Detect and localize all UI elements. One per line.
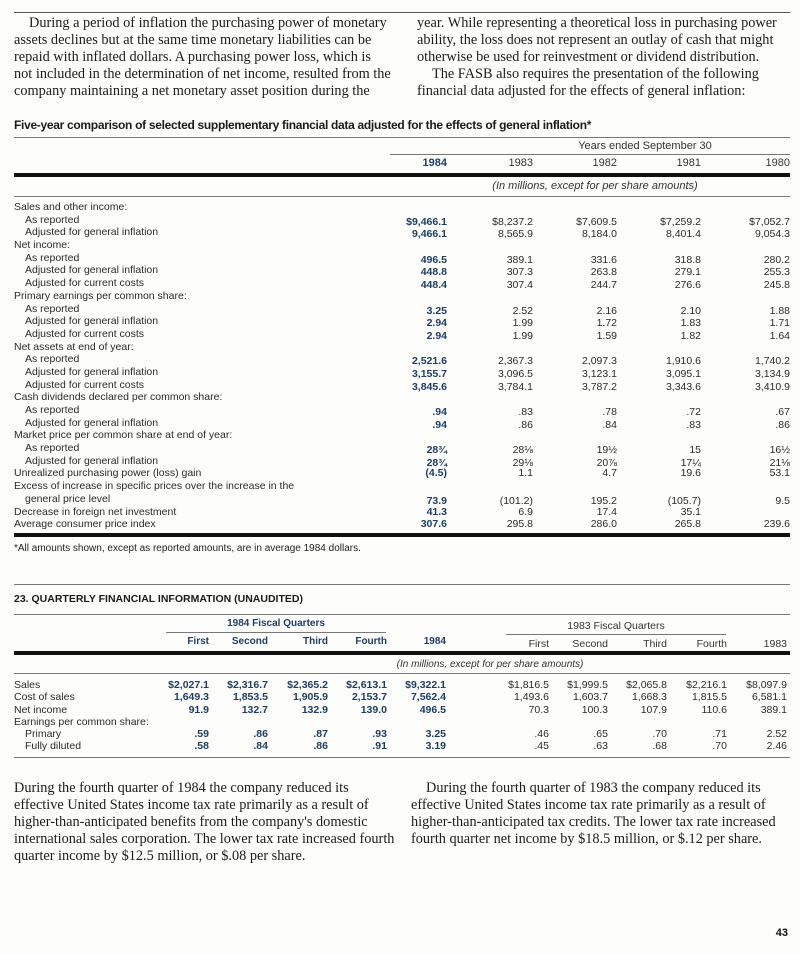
cell-1984: 3,155.7 [411, 367, 447, 380]
cell-1984: 2.94 [426, 329, 447, 342]
cell-1984-third: $2,365.2 [287, 679, 328, 691]
row-label: general price level [25, 492, 111, 505]
row-label: Adjusted for current costs [25, 277, 145, 290]
cell-1983-second: .63 [593, 740, 608, 753]
cell-1984-first: .58 [194, 740, 209, 753]
row-label: Adjusted for general inflation [25, 416, 159, 429]
cell-1980: 245.8 [763, 279, 790, 292]
cell-1981: 17¼ [680, 456, 701, 469]
divider [166, 632, 386, 633]
outro-paragraph-right: During the fourth quarter of 1983 the company reduced its effective United States income tax rate primarily as a result of higher-than-anticipated tax credits. The lower tax rate increased fourth quarter net income by $18.5 million, or $.12 per share. [411, 780, 776, 847]
table-row [14, 226, 790, 239]
cell-1982: .84 [602, 418, 617, 431]
divider [14, 614, 790, 615]
cell-1980: 239.6 [763, 518, 790, 531]
table-row [14, 467, 790, 480]
cell-1981: (105.7) [667, 494, 701, 507]
cell-1980: 9.5 [775, 494, 790, 507]
cell-1984: 307.6 [420, 518, 447, 531]
cell-1984: 9,466.1 [411, 228, 447, 241]
cell-1983-first: .45 [534, 740, 549, 753]
outro-left-column [14, 780, 397, 865]
cell-1983-fourth: 110.6 [701, 703, 727, 716]
cell-1981: 3,343.6 [665, 380, 701, 393]
cell-1980: 9,054.3 [754, 228, 790, 241]
table-row [14, 379, 790, 392]
row-label: Primary earnings per common share: [14, 289, 187, 302]
outro-paragraph-left: During the fourth quarter of 1984 the company reduced its effective United States income tax rate primarily as a result of higher-than-anticipated benefits from the company's domestic international sales corporation. The lower tax rate increased fourth quarter income by $12.5 million, or $.08 per share. [14, 780, 395, 864]
cell-1983: 28⅛ [512, 444, 533, 457]
row-label: Net income: [14, 239, 71, 252]
row-label: Decrease in foreign net investment [14, 505, 177, 518]
cell-1982: 2,097.3 [581, 355, 617, 368]
table-row [14, 691, 790, 703]
section-header-row [14, 391, 790, 404]
cell-1983-first: 1,493.6 [513, 691, 549, 704]
quarterly-table-title: 23. QUARTERLY FINANCIAL INFORMATION (UNAUDITED) [14, 593, 303, 605]
cell-1984: (4.5) [425, 467, 447, 480]
cell-1981: 35.1 [680, 505, 701, 518]
top-rule [14, 12, 790, 13]
table-row [14, 277, 790, 290]
cell-1984-first: .59 [194, 728, 209, 741]
row-label: As reported [25, 251, 80, 264]
cell-1984-third: 132.9 [301, 703, 328, 716]
cell-1980: 255.3 [763, 266, 790, 279]
cell-1983-fourth: 1,815.5 [691, 691, 727, 704]
cell-1983: 307.3 [506, 266, 533, 279]
table-row [14, 506, 790, 519]
cell-1984-second: 1,853.5 [232, 691, 268, 704]
cell-1983: .86 [518, 418, 533, 431]
cell-1983-second: .65 [593, 728, 608, 741]
table-row [14, 315, 790, 328]
cell-1983-1983: 6,581.1 [751, 691, 787, 704]
cell-1981: 15 [689, 444, 701, 457]
table-row [14, 740, 790, 752]
intro-paragraph-left: During a period of inflation the purchasing power of monetary assets declines but at the same time monetary liabilities can be repaid with inflated dollars. A purchasing power loss, which is not included in the determination of net income, resulted from the company maintaining a net monetary asset position during the [14, 15, 391, 99]
table-row [14, 264, 790, 277]
column-header-1983: 1983 [508, 157, 533, 169]
cell-1981: 318.8 [674, 253, 701, 266]
cell-1981: 279.1 [674, 266, 701, 279]
cell-1980: $7,052.7 [749, 215, 790, 228]
q83-col-second: Second [572, 638, 608, 650]
row-label: Earnings per common share: [14, 715, 149, 728]
column-header-1984: 1984 [422, 157, 447, 169]
cell-1981: .83 [686, 418, 701, 431]
row-label: Adjusted for current costs [25, 378, 145, 391]
cell-1983-third: .68 [652, 740, 667, 753]
cell-1983: 6.9 [518, 505, 533, 518]
cell-1984: .94 [432, 418, 447, 431]
row-label: As reported [25, 404, 80, 416]
cell-1980: 3,134.9 [754, 367, 790, 380]
row-label: Adjusted for general inflation [25, 264, 159, 277]
row-label: Adjusted for general inflation [25, 315, 159, 328]
unit-note: (In millions, except for per share amounts) [396, 659, 584, 670]
cell-1984-first: 1,649.3 [173, 691, 209, 704]
divider [14, 137, 790, 138]
cell-1984-fourth: 2,153.7 [351, 691, 387, 704]
cell-1983: (101.2) [499, 494, 533, 507]
cell-1981: 1,910.6 [665, 355, 701, 368]
section-header-row [14, 716, 790, 728]
cell-1984-1984: 3.25 [425, 728, 446, 741]
row-label: Unrealized purchasing power (loss) gain [14, 467, 202, 480]
row-label: As reported [25, 353, 80, 366]
cell-1982: 20⅞ [596, 456, 617, 469]
divider [14, 673, 790, 674]
q84-col-fourth: Fourth [355, 636, 387, 647]
thick-rule [14, 651, 790, 655]
cell-1984: .94 [432, 406, 447, 418]
cell-1981: 1.83 [680, 317, 701, 330]
row-label: Cash dividends declared per common share: [14, 391, 223, 404]
row-label: Fully diluted [25, 740, 82, 753]
cell-1983: 1.99 [512, 329, 533, 342]
cell-1981: 3,095.1 [665, 367, 701, 380]
q83-col-third: Third [643, 638, 667, 650]
q84-col-third: Third [303, 636, 328, 647]
cell-1982: 1.59 [596, 329, 617, 342]
cell-1982: 8,184.0 [581, 228, 617, 241]
cell-1983: 389.1 [506, 253, 533, 266]
cell-1981: 2.10 [680, 304, 701, 317]
table-row [14, 704, 790, 716]
q84-col-total: 1984 [423, 636, 446, 647]
cell-1983: $8,237.2 [492, 215, 533, 228]
cell-1984: 73.9 [426, 494, 447, 507]
cell-1982: 195.2 [590, 494, 617, 507]
cell-1983-1983: $8,097.9 [746, 679, 787, 691]
q83-col-total: 1983 [763, 638, 787, 650]
thick-rule [14, 173, 790, 177]
section-header-row [14, 201, 790, 214]
cell-1981: $7,259.2 [660, 215, 701, 228]
cell-1983-third: 1,668.3 [631, 691, 667, 704]
cell-1984-1984: 7,562.4 [410, 691, 446, 704]
row-label: Market price per common share at end of year: [14, 429, 233, 442]
intro-left-column [14, 15, 391, 100]
cell-1982: 2.16 [596, 304, 617, 317]
fiscal-1983-quarters-header: 1983 Fiscal Quarters [567, 620, 665, 632]
quarterly-table-body [14, 679, 790, 753]
q84-col-first: First [187, 636, 209, 647]
cell-1981: 19.6 [680, 467, 701, 480]
unit-note: (In millions, except for per share amounts) [492, 180, 698, 192]
divider [14, 196, 790, 197]
cell-1983-third: $2,065.8 [626, 679, 667, 691]
cell-1983: 29⅛ [512, 456, 533, 469]
five-year-table-title: Five-year comparison of selected supplementary financial data adjusted for the effects of general inflation* [14, 118, 592, 132]
cell-1980: 1.71 [769, 317, 790, 330]
cell-1981: 1.82 [680, 329, 701, 342]
cell-1983: 8,565.9 [497, 228, 533, 241]
cell-1980: 21⅛ [769, 456, 790, 469]
cell-1981: 8,401.4 [665, 228, 701, 241]
cell-1983-first: $1,816.5 [508, 679, 549, 691]
intro-text [14, 15, 794, 100]
row-label: Net income [14, 703, 68, 716]
divider [14, 584, 790, 585]
table-row [14, 252, 790, 265]
outro-right-column [411, 780, 794, 865]
cell-1983: 1.99 [512, 317, 533, 330]
cell-1984: 3.25 [426, 304, 447, 317]
cell-1983-third: .70 [652, 728, 667, 741]
divider [14, 757, 790, 758]
row-label: Adjusted for current costs [25, 327, 145, 340]
section-header-row [14, 341, 790, 354]
table-row [14, 442, 790, 455]
cell-1984-first: $2,027.1 [168, 679, 209, 691]
cell-1981: 265.8 [674, 518, 701, 531]
q83-col-fourth: Fourth [696, 638, 727, 650]
divider [390, 154, 790, 155]
cell-1983: 295.8 [506, 518, 533, 531]
cell-1983-fourth: .70 [712, 740, 727, 753]
cell-1982: 17.4 [596, 505, 617, 518]
cell-1984: 448.4 [420, 279, 447, 292]
intro-right-column [417, 15, 794, 100]
cell-1983: 1.1 [518, 467, 533, 480]
cell-1983-1983: 2.52 [766, 728, 787, 741]
row-label: Excess of increase in specific prices over the increase in the [14, 480, 295, 493]
cell-1984-fourth: .91 [372, 740, 387, 753]
cell-1983: 2,367.3 [497, 355, 533, 368]
cell-1983: 307.4 [506, 279, 533, 292]
cell-1983-fourth: .71 [712, 728, 727, 741]
q83-col-first: First [528, 638, 549, 650]
cell-1984-third: .86 [313, 740, 328, 753]
table-row [14, 455, 790, 468]
table-row [14, 303, 790, 316]
cell-1982: 3,787.2 [581, 380, 617, 393]
cell-1981: .72 [686, 406, 701, 418]
section-header-row [14, 290, 790, 303]
divider [506, 634, 726, 635]
cell-1984: 28¾ [426, 444, 447, 457]
cell-1980: 3,410.9 [754, 380, 790, 393]
row-label: As reported [25, 213, 80, 226]
cell-1984-third: .87 [313, 728, 328, 741]
table-row [14, 728, 790, 740]
cell-1984-second: $2,316.7 [227, 679, 268, 691]
cell-1984-fourth: .93 [372, 728, 387, 741]
row-label: Sales and other income: [14, 201, 128, 213]
intro-paragraph-right-2: The FASB also requires the presentation of the following financial data adjusted for the effects of general inflation: [417, 66, 759, 99]
cell-1980: 1,740.2 [754, 355, 790, 368]
cell-1980: 280.2 [763, 253, 790, 266]
cell-1984: 2.94 [426, 317, 447, 330]
column-header-1981: 1981 [676, 157, 701, 169]
cell-1982: 331.6 [590, 253, 617, 266]
table-row [14, 679, 790, 691]
cell-1981: 276.6 [674, 279, 701, 292]
cell-1984: 28¾ [426, 456, 447, 469]
cell-1982: .78 [602, 406, 617, 418]
row-label: Net assets at end of year: [14, 340, 134, 353]
years-ended-header: Years ended September 30 [578, 140, 712, 152]
cell-1984-first: 91.9 [188, 703, 209, 716]
cell-1984-1984: 496.5 [419, 703, 446, 716]
cell-1982: 19½ [596, 444, 617, 457]
five-year-table-body [14, 201, 790, 531]
column-header-1980: 1980 [765, 157, 790, 169]
cell-1980: 1.88 [769, 304, 790, 317]
cell-1983-first: .46 [534, 728, 549, 741]
cell-1982: 1.72 [596, 317, 617, 330]
section-header-row [14, 239, 790, 252]
cell-1984-second: 132.7 [241, 703, 268, 716]
table-row [14, 518, 790, 531]
cell-1980: 16½ [769, 444, 790, 457]
cell-1983: 3,096.5 [497, 367, 533, 380]
cell-1984: $9,466.1 [406, 215, 447, 228]
cell-1980: 53.1 [769, 467, 790, 480]
cell-1984-1984: $9,322.1 [405, 679, 446, 691]
cell-1984-fourth: 139.0 [360, 703, 387, 716]
page-number: 43 [775, 927, 788, 939]
cell-1982: 286.0 [590, 518, 617, 531]
cell-1984: 41.3 [426, 505, 447, 518]
cell-1983: .83 [518, 406, 533, 418]
cell-1983-second: $1,999.5 [567, 679, 608, 691]
outro-text [14, 780, 794, 865]
cell-1983-first: 70.3 [528, 703, 549, 716]
column-header-1982: 1982 [592, 157, 617, 169]
row-label: As reported [25, 302, 80, 315]
cell-1982: 244.7 [590, 279, 617, 292]
table-row [14, 214, 790, 227]
cell-1983-1983: 389.1 [760, 703, 787, 716]
cell-1984-third: 1,905.9 [292, 691, 328, 704]
section-header-row [14, 480, 790, 493]
cell-1982: $7,609.5 [576, 215, 617, 228]
cell-1980: .86 [775, 418, 790, 431]
intro-paragraph-right-1: year. While representing a theoretical loss in purchasing power ability, the loss does not represent an outlay of cash that might otherwise be used for reinvestment or dividend distribution. [417, 15, 777, 65]
row-label: As reported [25, 442, 80, 455]
table-row [14, 404, 790, 417]
cell-1984: 496.5 [420, 253, 447, 266]
cell-1984: 448.8 [420, 266, 447, 279]
cell-1984-second: .86 [253, 728, 268, 741]
table-row [14, 493, 790, 506]
cell-1983-second: 1,603.7 [572, 691, 608, 704]
row-label: Sales [14, 679, 41, 691]
row-label: Cost of sales [14, 691, 75, 704]
table-row [14, 328, 790, 341]
cell-1984: 3,845.6 [411, 380, 447, 393]
cell-1984-second: .84 [253, 740, 268, 753]
cell-1982: 263.8 [590, 266, 617, 279]
cell-1980: 1.64 [769, 329, 790, 342]
table-row [14, 366, 790, 379]
row-label: Average consumer price index [14, 518, 156, 531]
cell-1984-fourth: $2,613.1 [346, 679, 387, 691]
row-label: Primary [25, 728, 62, 741]
cell-1983: 3,784.1 [497, 380, 533, 393]
cell-1983-fourth: $2,216.1 [686, 679, 727, 691]
cell-1983-second: 100.3 [581, 703, 608, 716]
cell-1984-1984: 3.19 [425, 740, 446, 753]
table-row [14, 353, 790, 366]
q84-col-second: Second [231, 636, 268, 647]
cell-1984: 2,521.6 [411, 355, 447, 368]
cell-1983-1983: 2.46 [766, 740, 787, 753]
cell-1982: 3,123.1 [581, 367, 617, 380]
section-header-row [14, 429, 790, 442]
cell-1983-third: 107.9 [640, 703, 667, 716]
footnote: *All amounts shown, except as reported amounts, are in average 1984 dollars. [14, 543, 361, 554]
table-row [14, 417, 790, 430]
cell-1983: 2.52 [512, 304, 533, 317]
cell-1982: 4.7 [602, 467, 617, 480]
cell-1980: .67 [775, 406, 790, 418]
row-label: Adjusted for general inflation [25, 365, 159, 378]
row-label: Adjusted for general inflation [25, 454, 159, 467]
fiscal-1984-quarters-header: 1984 Fiscal Quarters [227, 618, 325, 629]
thick-rule [14, 533, 790, 537]
row-label: Adjusted for general inflation [25, 226, 159, 239]
